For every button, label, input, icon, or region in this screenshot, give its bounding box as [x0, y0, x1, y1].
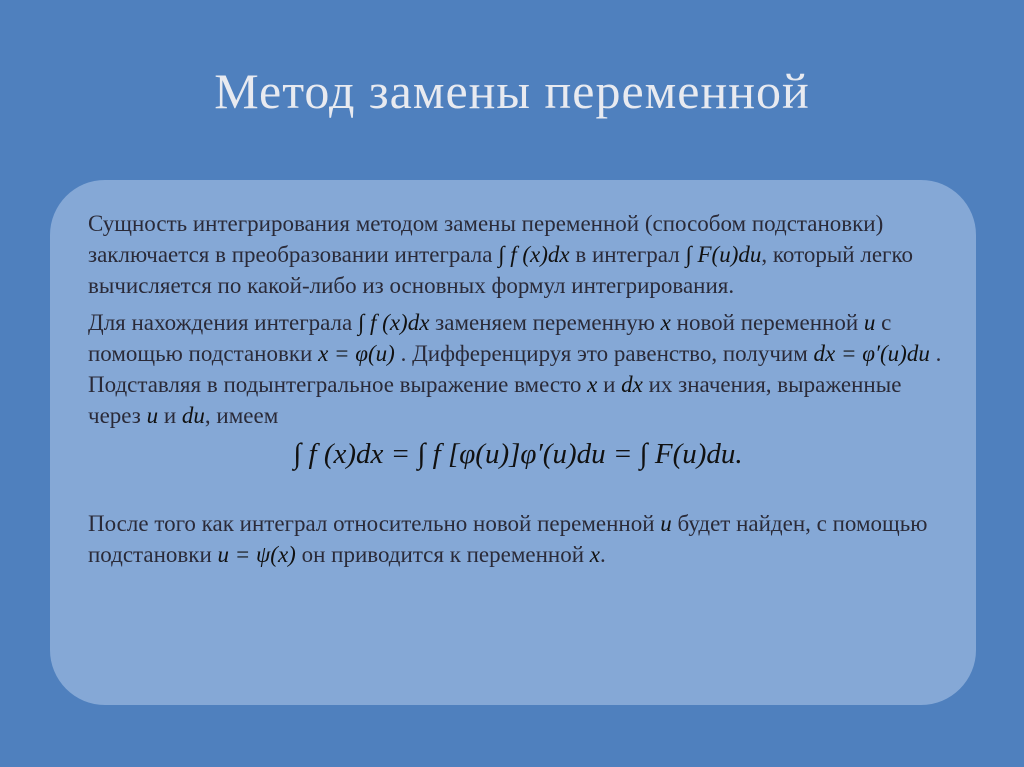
- var-x: x: [589, 542, 600, 567]
- text-run: .: [600, 542, 606, 567]
- var-x: x: [660, 310, 671, 335]
- text-run: новой переменной: [670, 310, 864, 335]
- text-run: После того как интеграл относительно новой переменной: [88, 511, 661, 536]
- text-run: , который легко вычисляется по какой-либо из основных формул интегрирования.: [88, 242, 913, 298]
- var-u: u: [146, 403, 159, 428]
- slide-title: Метод замены переменной: [214, 63, 810, 119]
- formula-back-substitution: u = ψ(x): [217, 542, 296, 567]
- var-dx: dx: [621, 372, 643, 397]
- var-u: u: [660, 511, 672, 536]
- formula-substitution: x = φ(u): [318, 341, 395, 366]
- text-run: их значения, выраженные через: [88, 372, 902, 428]
- text-run: и: [158, 403, 182, 428]
- text-run: он приводится к переменной: [295, 542, 590, 567]
- var-u: u: [863, 310, 876, 335]
- text-run: и: [597, 372, 622, 397]
- text-run: Для нахождения интеграла: [88, 310, 358, 335]
- text-run: . Подставляя в подынтегральное выражение вместо: [88, 341, 942, 397]
- main-formula: ∫ f (x)dx = ∫ f [φ(u)]φ′(u)du = ∫ F(u)du.: [293, 438, 743, 470]
- var-du: du: [181, 403, 205, 428]
- paragraph-2: [88, 307, 948, 431]
- text-run: заменяем переменную: [429, 310, 661, 335]
- text-run: будет найден, с помощью подстановки: [88, 511, 928, 567]
- formula-differential: dx = φ′(u)du: [813, 341, 930, 366]
- paragraph-3: [88, 508, 948, 570]
- text-run: . Дифференцируя это равенство, получим: [394, 341, 814, 366]
- formula-integral-fx: ∫ f (x)dx: [498, 242, 570, 267]
- text-run: Сущность интегрирования методом замены переменной (способом подстановки) заключается в преобразовании интеграла: [88, 211, 884, 267]
- content-text: [88, 208, 948, 576]
- text-run: в интеграл: [569, 242, 686, 267]
- text-run: , имеем: [204, 403, 279, 428]
- formula-integral-fx: ∫ f (x)dx: [357, 310, 430, 335]
- text-run: с помощью подстановки: [88, 310, 892, 366]
- paragraph-1: [88, 208, 948, 301]
- var-x: x: [587, 372, 598, 397]
- formula-integral-Fu: ∫ F(u)du: [685, 242, 762, 267]
